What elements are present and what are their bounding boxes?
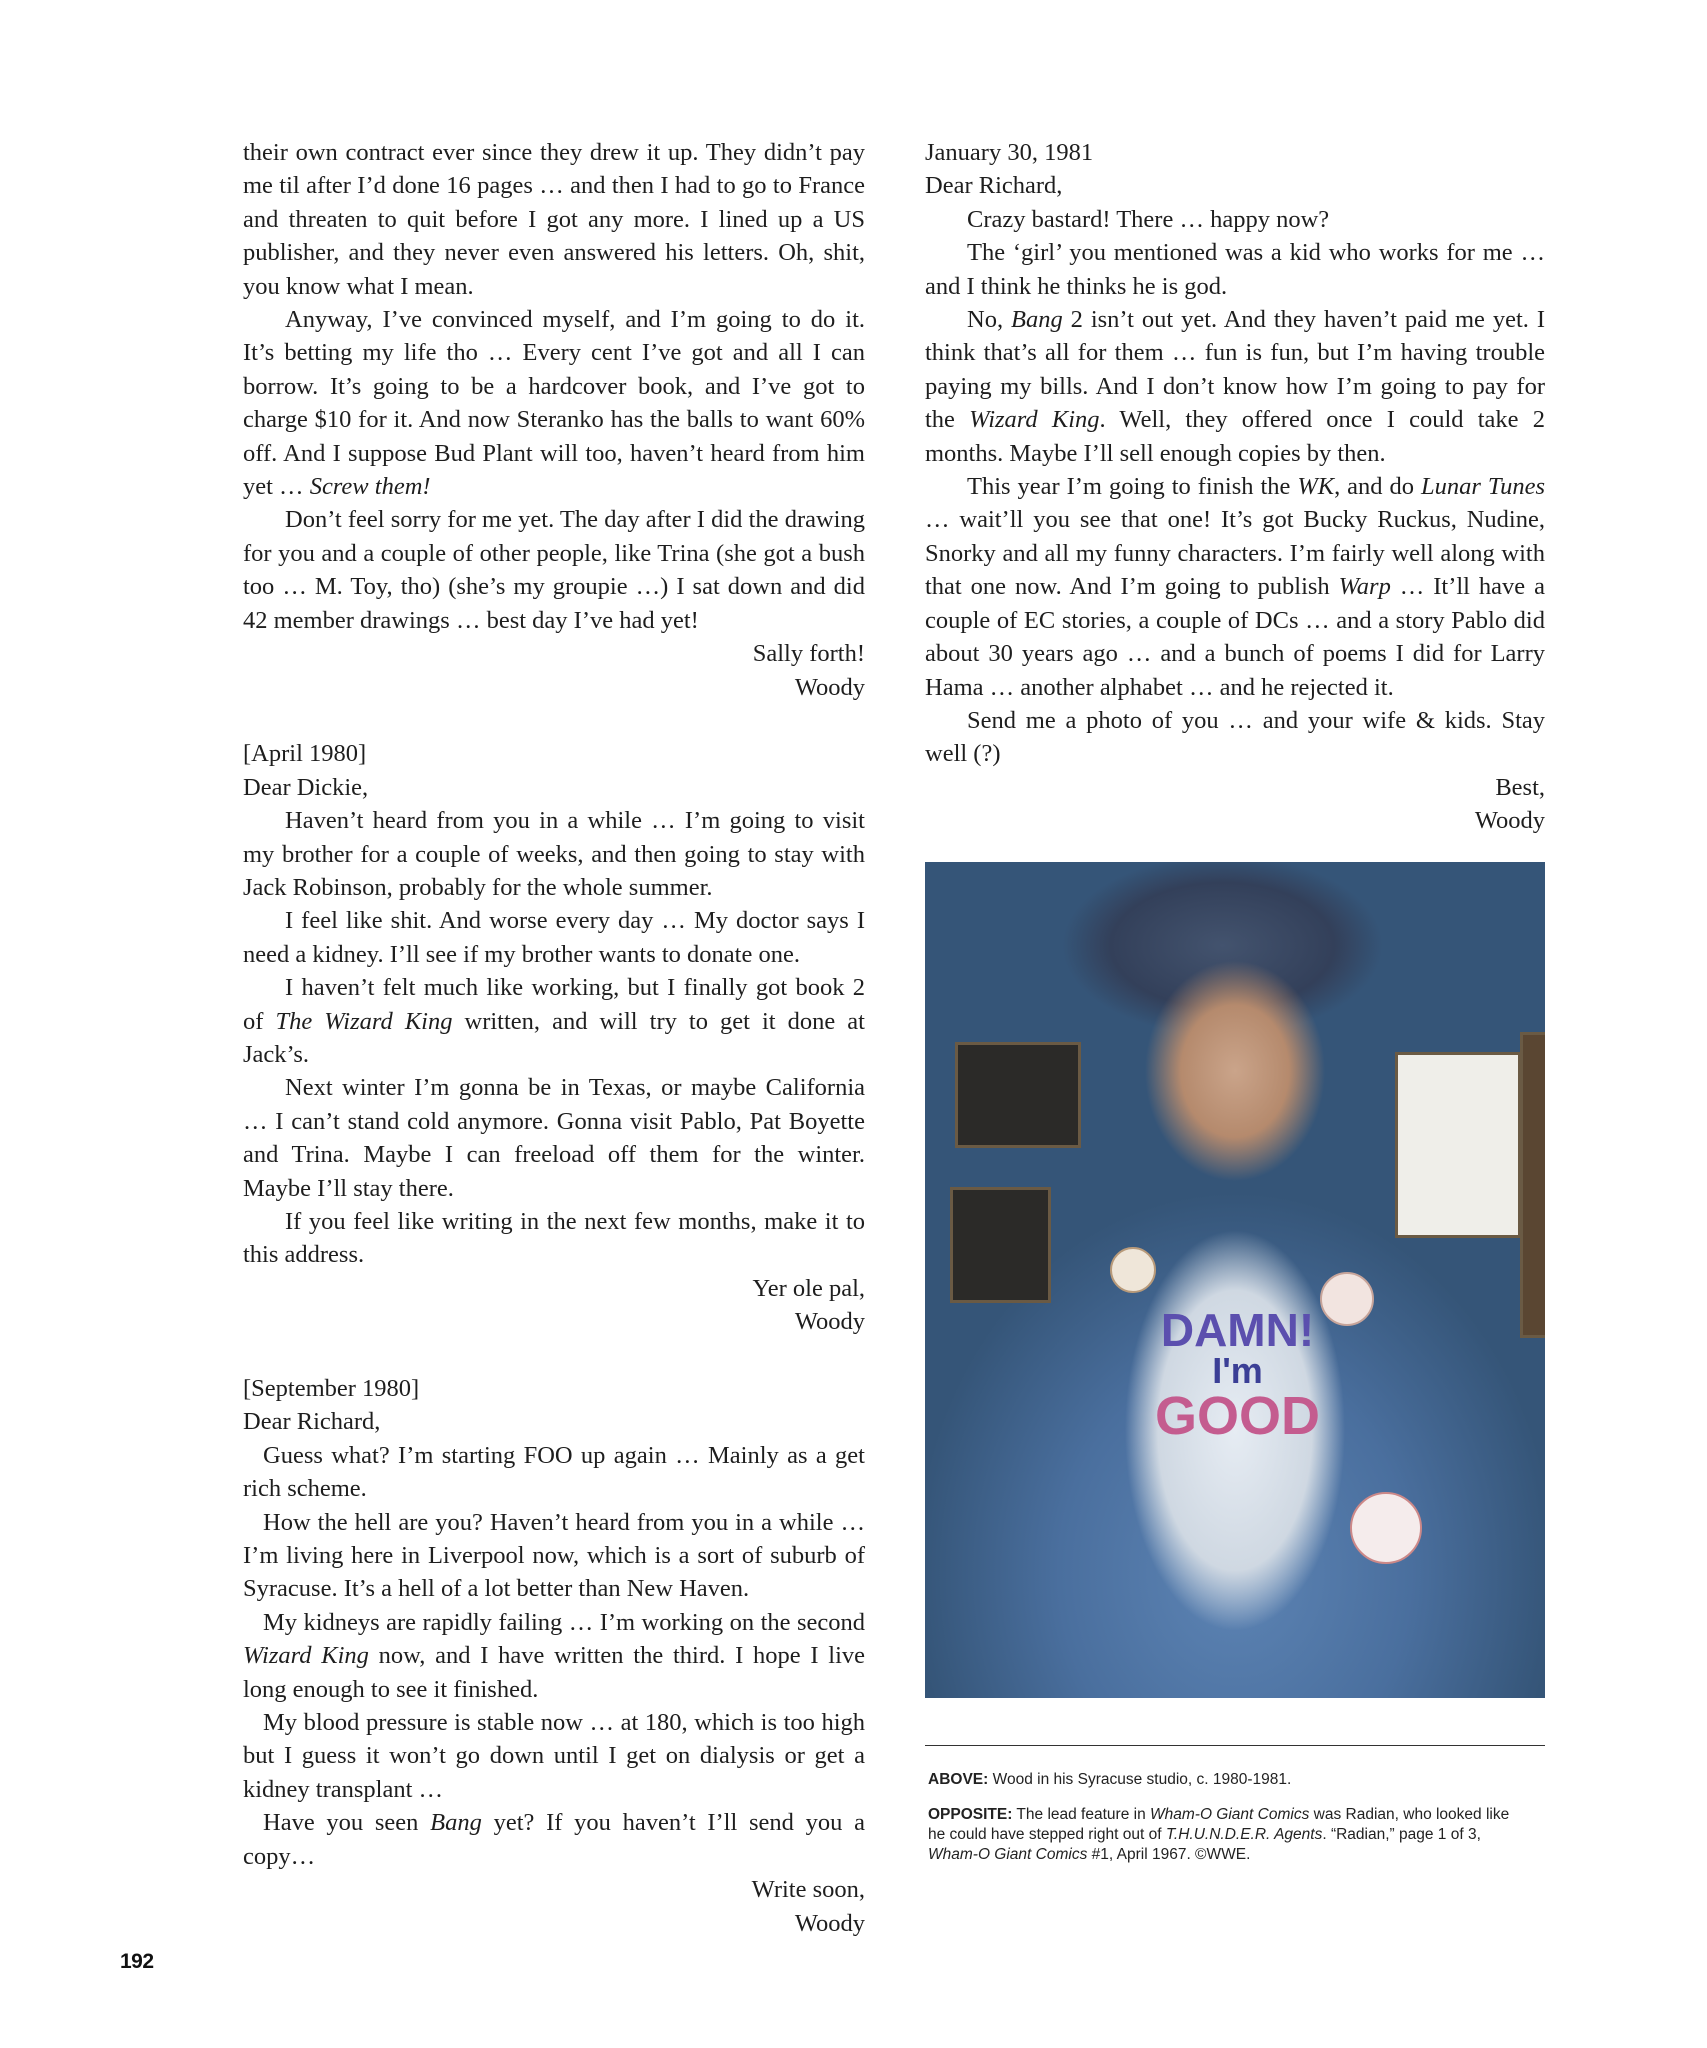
paragraph: Next winter I’m gonna be in Texas, or maybe California … I can’t stand cold anymore. Gonna visit Pablo, Pat Boyette and Trina. Maybe I can freeload off them for the winter. Maybe I’ll stay there. [243,1074,865,1202]
letter-salutation: Dear Dickie, [243,773,369,801]
caption-text: Wood in his Syracuse studio, c. 1980-1981. [988,1771,1292,1788]
paragraph [925,303,1545,470]
shirt-print [1130,1304,1345,1446]
paragraph: The ‘girl’ you mentioned was a kid who works for me … and I think he thinks he is god. [925,239,1545,300]
paragraph [243,303,865,503]
paragraph: Haven’t heard from you in a while … I’m going to visit my brother for a couple of weeks, and then going to stay with Jack Robinson, probably for the whole summer. [243,807,865,901]
caption-italic: Wham-O Giant Comics [928,1846,1088,1863]
paragraph-text: My kidneys are rapidly failing … I’m working on the second [263,1608,865,1636]
paragraph-text: 2 isn’t out yet. And they haven’t paid me yet. I think that’s all for them … fun is fun, but I’m having trouble paying my bills. And I don’t know how I’m going to pay for the [925,306,1545,434]
paragraph: How the hell are you? Haven’t heard from you in a while … I’m living here in Liverpool now, which is a sort of suburb of Syracuse. It’s a hell of a lot better than New Haven. [243,1508,865,1603]
paragraph-text: Have you seen [263,1809,431,1837]
paragraph [925,470,1545,704]
paragraph [243,1806,865,1873]
left-text-column [243,136,865,1940]
pin-badge [1320,1272,1374,1326]
paragraph-text: now, and I have written the third. I hope I live long enough to see it finished. [243,1642,865,1703]
caption-label: OPPOSITE: [928,1806,1013,1823]
paragraph-text: No, [967,306,1011,334]
photo-wood-in-studio [925,862,1545,1698]
signoff-name: Woody [794,1308,865,1336]
signoff-name: Woody [1474,807,1545,835]
signoff-closing: Best, [1495,773,1545,801]
italic-text: The Wizard King [275,1007,453,1035]
italic-text: WK [1297,473,1335,501]
caption-italic: T.H.U.N.D.E.R. Agents [1165,1826,1323,1843]
paragraph-text: written, and will try to get it done at Jack’s. [243,1007,865,1068]
caption-text: was Radian, who looked like he could have stepped right out of [928,1806,1510,1843]
paragraph-text: , and do [1334,473,1421,501]
caption-italic: Wham-O Giant Comics [1150,1806,1310,1823]
signoff-closing: Yer ole pal, [752,1274,865,1302]
italic-text: Lunar Tunes [1420,473,1545,501]
italic-text: Wizard King [243,1642,369,1670]
paragraph-text: yet? If you haven’t I’ll send you a copy… [243,1809,865,1870]
letter-date: January 30, 1981 [925,139,1094,166]
right-text-column [925,136,1545,838]
paragraph: I feel like shit. And worse every day … My doctor says I need a kidney. I’ll see if my brother wants to donate one. [243,907,865,968]
paragraph: their own contract ever since they drew it up. They didn’t pay me til after I’d done 16 pages … and then I had to go to France and threaten to quit before I got any more. I lined up a US publisher, and they never even answered his letters. Oh, shit, you know what I mean. [243,139,865,300]
paragraph [243,1606,865,1706]
signoff-closing: Sally forth! [752,640,865,668]
signoff-closing: Write soon, [751,1876,865,1904]
shirt-line: GOOD [1154,1386,1320,1446]
letter-date: [September 1980] [243,1375,420,1402]
letter-salutation: Dear Richard, [925,172,1063,200]
caption-text: The lead feature in [1012,1806,1150,1823]
paragraph-text: . Well, they offered once I could take 2 months. Maybe I’ll sell enough copies by then. [925,406,1545,467]
paragraph: Guess what? I’m starting FOO up again … Mainly as a get rich scheme. [243,1441,865,1503]
wall-frame [950,1187,1051,1303]
paragraph-text: I haven’t felt much like working, but I finally got book 2 of [243,974,865,1035]
italic-text: Wizard King [969,406,1100,434]
paragraph: If you feel like writing in the next few months, make it to this address. [243,1207,865,1269]
paragraph [243,971,865,1071]
paragraph: Don’t feel sorry for me yet. The day after I did the drawing for you and a couple of other people, like Trina (she got a bush too … M. Toy, tho) (she’s my groupie …) I sat down and did 42 member drawings … best day I’ve had yet! [243,506,865,634]
paragraph-text: … It’ll have a couple of EC stories, a couple of DCs … and a story Pablo did about 30 years ago … and a bunch of poems I did for Larry Hama … another alphabet … and he rejected it. [925,573,1545,701]
caption-opposite [928,1805,1528,1865]
wall-poster [1395,1052,1521,1238]
caption-text: . “Radian,” page 1 of 3, [1322,1826,1481,1843]
paragraph-text: This year I’m going to finish the [967,473,1298,501]
wall-frame [955,1042,1081,1148]
paragraph: Crazy bastard! There … happy now? [967,205,1330,233]
caption-label: ABOVE: [928,1771,989,1788]
signoff-name: Woody [794,1909,865,1937]
pin-badge [1110,1247,1156,1293]
paragraph: My blood pressure is stable now … at 180, which is too high but I guess it won’t go down until I get on dialysis or get a kidney transplant … [243,1709,865,1803]
italic-text: Warp [1338,573,1391,601]
paragraph-text: … wait’ll you see that one! It’s got Bucky Ruckus, Nudine, Snorky and all my funny characters. I’m fairly well along with that one now. And I’m going to publish [925,506,1545,601]
paragraph: Send me a photo of you … and your wife & kids. Stay well (?) [925,706,1545,768]
signoff-name: Woody [794,673,865,701]
caption-divider [925,1745,1545,1746]
italic-text: Bang [430,1809,482,1837]
page-number: 192 [120,1950,154,1973]
caption-text: #1, April 1967. ©WWE. [1087,1846,1251,1863]
paragraph-text: Anyway, I’ve convinced myself, and I’m going to do it. It’s betting my life tho … Every cent I’ve got and all I can borrow. It’s going to be a hardcover book, and I’ve got to charge $10 for it. And now Steranko has the balls to want 60% off. And I suppose Bud Plant will too, haven’t heard from him yet … [243,306,865,501]
shirt-line: I'm [1212,1350,1263,1391]
wall-frame [1520,1032,1545,1338]
italic-text: Screw them! [309,473,431,501]
shirt-line: DAMN! [1160,1304,1315,1356]
letter-date: [April 1980] [243,740,367,768]
caption-above [928,1770,1528,1790]
italic-text: Bang [1011,306,1063,334]
pin-badge [1350,1492,1422,1564]
letter-salutation: Dear Richard, [243,1408,381,1436]
